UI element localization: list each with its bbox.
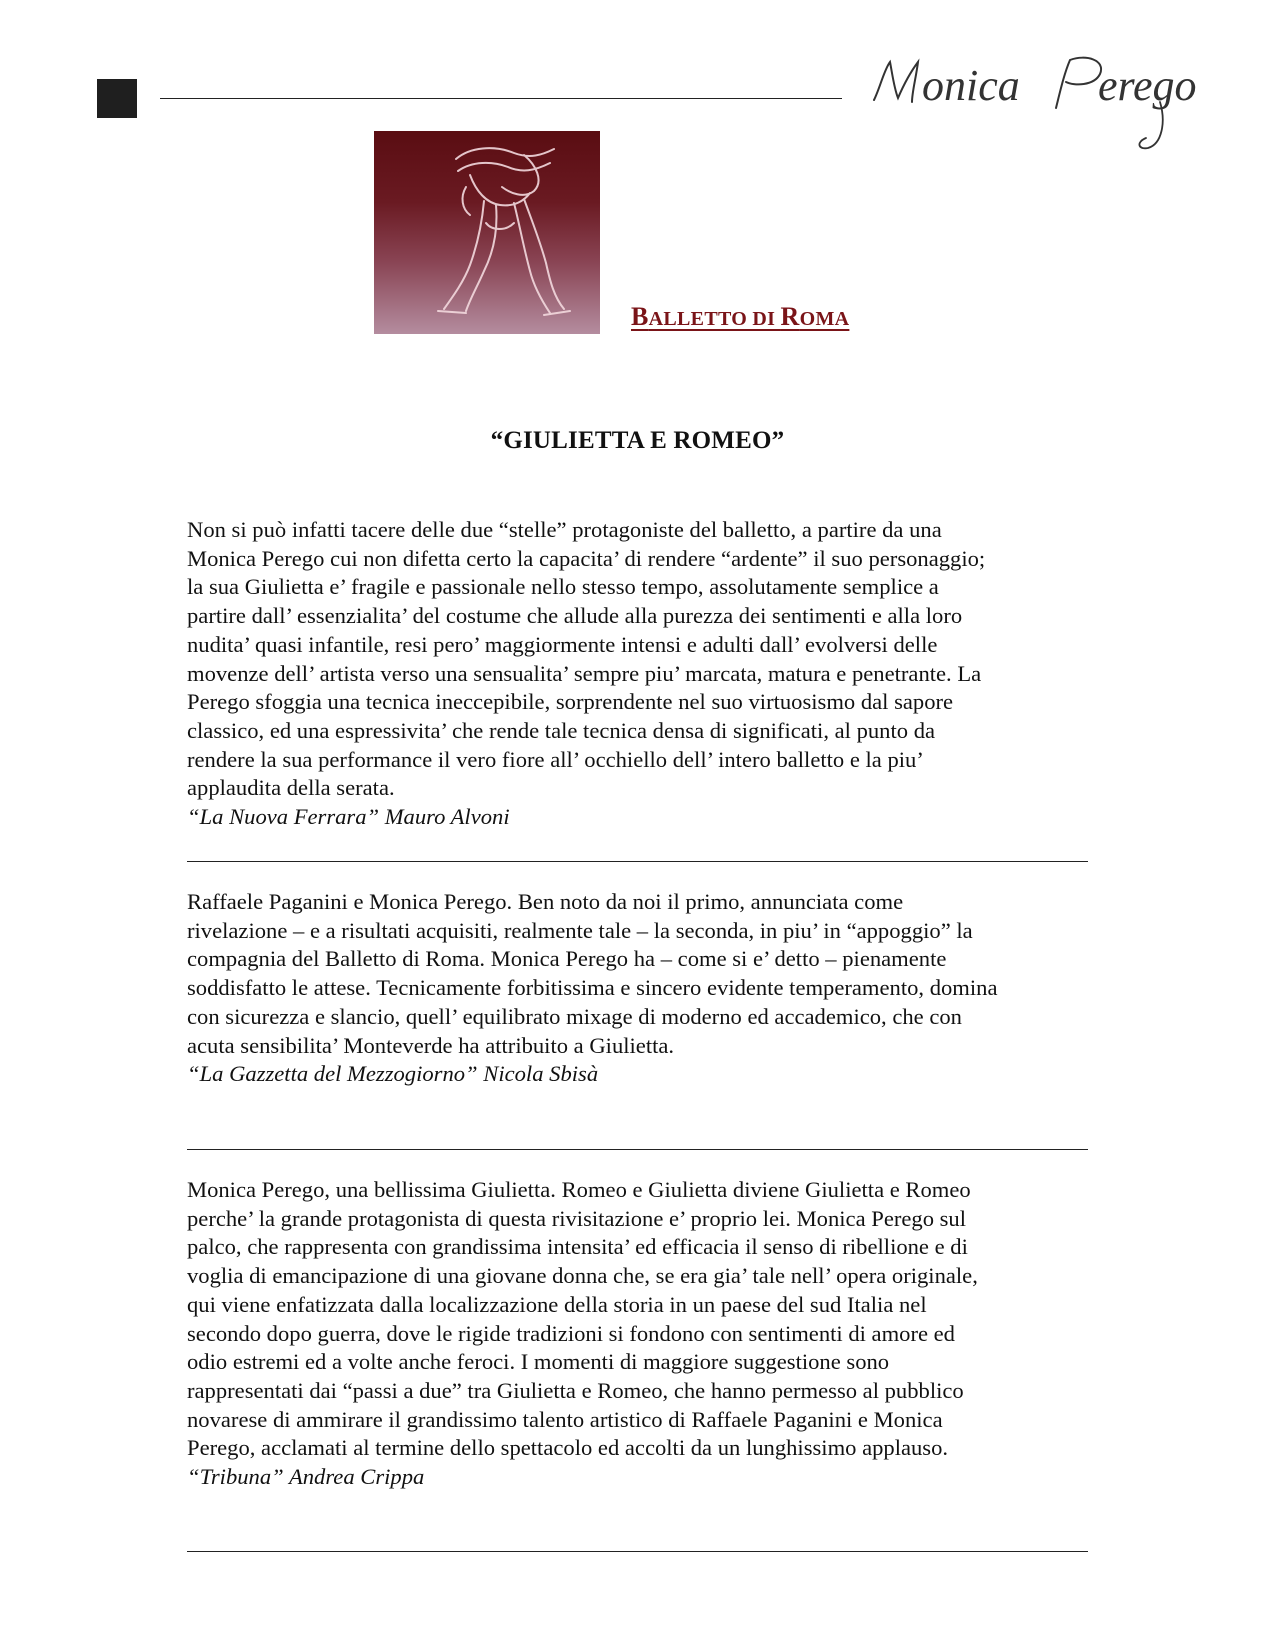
review-line: partire dall’ essenzialita’ del costume che allude alla purezza dei sentimenti e alla loro: [187, 603, 963, 629]
review-line: Perego sfoggia una tecnica ineccepibile, sorprendente nel suo virtuosismo dal sapore: [187, 689, 954, 715]
review-line: nudita’ quasi infantile, resi pero’ maggiormente intensi e adulti dall’ evolversi delle: [187, 631, 938, 657]
review-block: [187, 888, 1087, 1089]
review-line: Monica Perego, una bellissima Giulietta. Romeo e Giulietta diviene Giulietta e Romeo: [187, 1177, 971, 1202]
dancers-illustration: [374, 131, 600, 334]
section-divider: [187, 861, 1088, 862]
review-line: Monica Perego cui non difetta certo la capacita’ di rendere “ardente” il suo personaggio;: [187, 545, 986, 571]
review-line: applaudita della serata.: [187, 775, 395, 801]
review-attribution: “Tribuna” Andrea Crippa: [187, 1464, 425, 1490]
review-line: classico, ed una espressivita’ che rende tale tecnica densa di significati, al punto da: [187, 717, 936, 743]
review-line: perche’ la grande protagonista di questa rivisitazione e’ proprio lei. Monica Perego sul: [187, 1205, 967, 1231]
company-title: BALLETTO DI ROMA: [631, 302, 850, 331]
review-line: Raffaele Paganini e Monica Perego. Ben noto da noi il primo, annunciata come: [187, 889, 904, 914]
review-line: compagnia del Balletto di Roma. Monica Perego ha – come si e’ detto – pienamente: [187, 946, 947, 972]
section-divider: [187, 1149, 1088, 1150]
review-attribution: “La Nuova Ferrara” Mauro Alvoni: [187, 804, 510, 830]
review-line: movenze dell’ artista verso una sensualita’ sempre piu’ marcata, matura e penetrante. La: [187, 660, 982, 686]
review-line: soddisfatto le attese. Tecnicamente forbitissima e sincero evidente temperamento, domina: [187, 975, 998, 1001]
review-line: Perego, acclamati al termine dello spettacolo ed accolti da un lunghissimo applauso.: [187, 1435, 949, 1461]
review-line: palco, che rappresenta con grandissima intensita’ ed efficacia il senso di ribellione e di: [187, 1234, 968, 1260]
corner-square: [97, 79, 137, 118]
review-attribution: “La Gazzetta del Mezzogiorno” Nicola Sbisà: [187, 1061, 599, 1087]
review-line: con sicurezza e slancio, quell’ equilibrato mixage di moderno ed accademico, che con: [187, 1003, 962, 1029]
review-line: rivelazione – e a risultati acquisiti, realmente tale – la seconda, in piu’ in “appoggio” la: [187, 917, 973, 943]
signature-logo: [860, 48, 1220, 158]
review-line: secondo dopo guerra, dove le rigide tradizioni si fondono con sentimenti di amore ed: [187, 1320, 955, 1346]
show-title: “GIULIETTA E ROMEO”: [490, 427, 785, 454]
review-line: Non si può infatti tacere delle due “stelle” protagoniste del balletto, a partire da una: [187, 517, 942, 542]
review-line: novarese di ammirare il grandissimo talento artistico di Raffaele Paganini e Monica: [187, 1406, 943, 1432]
review-line: la sua Giulietta e’ fragile e passionale nello stesso tempo, assolutamente semplice a: [187, 574, 939, 600]
review-line: rappresentati dai “passi a due” tra Giulietta e Romeo, che hanno permesso al pubblico: [187, 1377, 964, 1403]
section-divider: [187, 1551, 1088, 1552]
dancers-logo: [374, 131, 600, 334]
review-block: [187, 1176, 1087, 1492]
review-block: [187, 516, 1087, 832]
header-rule: [160, 98, 842, 99]
review-line: voglia di emancipazione di una giovane donna che, se era gia’ tale nell’ opera originale,: [187, 1263, 978, 1289]
svg-text:erego: erego: [1098, 61, 1197, 110]
review-line: qui viene enfatizzata dalla localizzazione della storia in un paese del sud Italia nel: [187, 1291, 927, 1317]
review-line: acuta sensibilita’ Monteverde ha attribuito a Giulietta.: [187, 1032, 675, 1058]
svg-text:onica: onica: [922, 61, 1020, 110]
review-line: rendere la sua performance il vero fiore all’ occhiello dell’ intero balletto e la piu’: [187, 746, 924, 772]
review-line: odio estremi ed a volte anche feroci. I momenti di maggiore suggestione sono: [187, 1349, 890, 1375]
